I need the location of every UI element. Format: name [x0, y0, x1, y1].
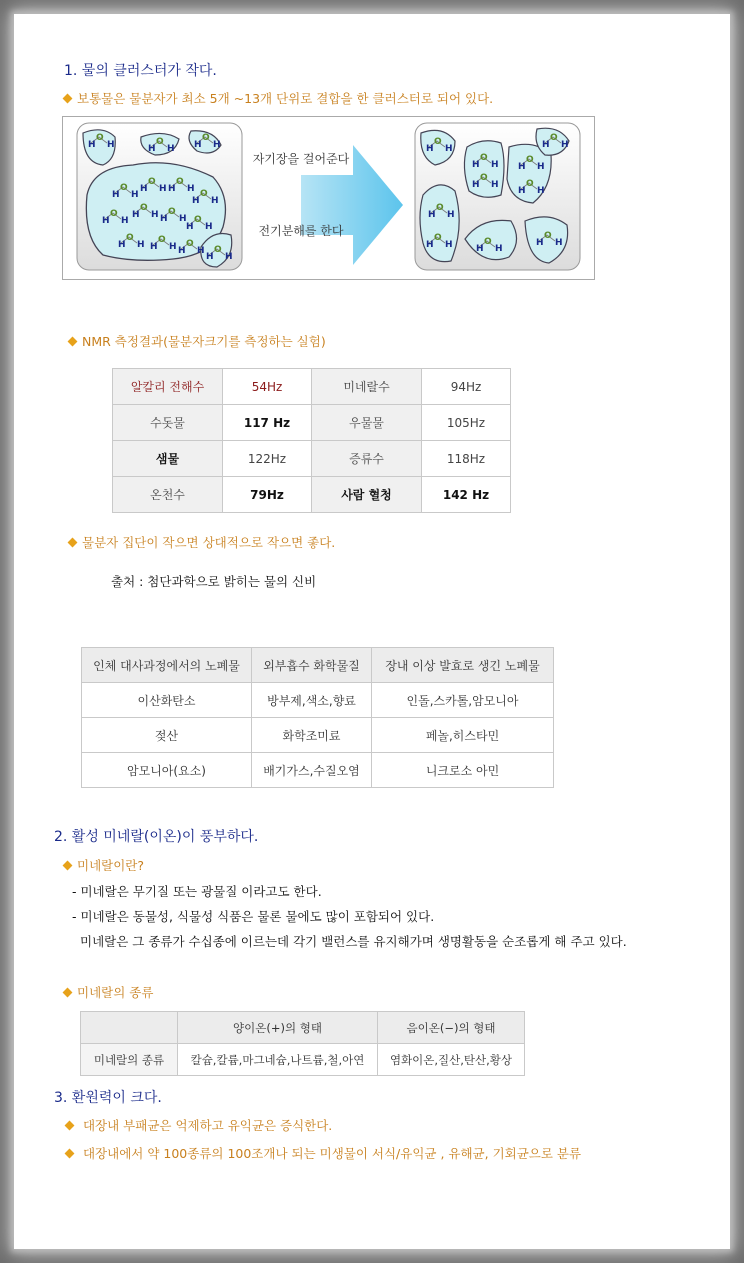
table-header: 외부흡수 화학물질 — [252, 648, 372, 683]
diamond-bullet-icon — [63, 861, 73, 871]
svg-text:H: H — [447, 210, 455, 220]
svg-text:O: O — [194, 215, 202, 225]
svg-text:O: O — [140, 203, 148, 213]
svg-text:O: O — [156, 137, 164, 147]
table-cell: 온천수 — [113, 477, 223, 513]
svg-text:H: H — [495, 244, 503, 254]
cluster-diagram-svg — [63, 117, 594, 279]
svg-text:H: H — [445, 144, 453, 154]
svg-text:O: O — [148, 177, 156, 187]
table-cell: 알칼리 전해수 — [113, 369, 223, 405]
svg-text:H: H — [205, 222, 213, 232]
diamond-bullet-icon — [68, 538, 78, 548]
svg-text:O: O — [434, 137, 442, 147]
table-row — [113, 477, 511, 513]
svg-text:H: H — [140, 184, 148, 194]
table-row — [113, 441, 511, 477]
section1-title: 1. 물의 클러스터가 작다. — [64, 63, 217, 79]
diamond-bullet-icon — [63, 94, 73, 104]
table-cell: 수돗물 — [113, 405, 223, 441]
svg-text:H: H — [197, 246, 205, 256]
table-cell: 117 Hz — [223, 405, 312, 441]
svg-text:O: O — [480, 173, 488, 183]
svg-text:O: O — [550, 133, 558, 143]
svg-text:H: H — [132, 210, 140, 220]
table-cell: 증류수 — [312, 441, 422, 477]
table-cell: 배기가스,수질오염 — [252, 753, 372, 788]
svg-text:H: H — [121, 216, 129, 226]
svg-text:O: O — [110, 209, 118, 219]
table-cell: 젖산 — [82, 718, 252, 753]
waste-table — [81, 647, 554, 788]
section3-bullet-1: 대장내 부패균은 억제하고 유익균은 증식한다. — [66, 1116, 332, 1134]
section2-title: 2. 활성 미네랄(이온)이 풍부하다. — [54, 829, 259, 845]
svg-text:H: H — [536, 238, 544, 248]
svg-text:H: H — [192, 196, 200, 206]
svg-text:H: H — [194, 140, 202, 150]
svg-text:O: O — [436, 203, 444, 213]
table-header: 양이온(+)의 형태 — [178, 1012, 378, 1044]
table-cell: 미네랄의 종류 — [81, 1044, 178, 1076]
table-cell: 인돌,스카톨,암모니아 — [372, 683, 554, 718]
svg-text:H: H — [137, 240, 145, 250]
table-header: 음이온(−)의 형태 — [378, 1012, 525, 1044]
svg-text:H: H — [150, 242, 158, 252]
svg-text:H: H — [491, 180, 499, 190]
table-cell: 샘물 — [113, 441, 223, 477]
table-cell: 화학조미료 — [252, 718, 372, 753]
mineral-types-heading: 미네랄의 종류 — [64, 983, 153, 1001]
svg-text:O: O — [484, 237, 492, 247]
svg-text:H: H — [561, 140, 569, 150]
svg-text:H: H — [160, 214, 168, 224]
mineral-line-1: - 미네랄은 무기질 또는 광물질 이라고도 한다. — [72, 884, 322, 899]
diagram-label-top: 자기장을 걸어준다 — [252, 152, 350, 166]
mineral-line-3: 미네랄은 그 종류가 수십종에 이르는데 각기 밸런스를 유지해가며 생명활동을 순조롭게 해 주고 있다. — [80, 934, 627, 949]
svg-text:H: H — [131, 190, 139, 200]
svg-text:O: O — [200, 189, 208, 199]
svg-text:O: O — [480, 153, 488, 163]
svg-text:H: H — [225, 252, 233, 262]
table-cell: 이산화탄소 — [82, 683, 252, 718]
svg-text:H: H — [112, 190, 120, 200]
svg-text:O: O — [526, 155, 534, 165]
svg-text:H: H — [211, 196, 219, 206]
svg-text:O: O — [168, 207, 176, 217]
table-cell: 암모니아(요소) — [82, 753, 252, 788]
svg-text:H: H — [537, 162, 545, 172]
table-header: 인체 대사과정에서의 노폐물 — [82, 648, 252, 683]
table-cell: 105Hz — [422, 405, 511, 441]
svg-text:H: H — [518, 162, 526, 172]
svg-text:H: H — [179, 214, 187, 224]
svg-text:H: H — [476, 244, 484, 254]
svg-text:H: H — [88, 140, 96, 150]
table-cell: 염화이온,질산,탄산,황상 — [378, 1044, 525, 1076]
table-row — [113, 369, 511, 405]
table-row — [82, 683, 554, 718]
svg-text:H: H — [102, 216, 110, 226]
table-cell: 미네랄수 — [312, 369, 422, 405]
table-row — [81, 1044, 525, 1076]
table-cell: 우물물 — [312, 405, 422, 441]
mineral-types-table — [80, 1011, 525, 1076]
small-cluster — [420, 185, 459, 262]
svg-text:O: O — [186, 239, 194, 249]
diamond-bullet-icon — [65, 1149, 75, 1159]
svg-text:O: O — [544, 231, 552, 241]
svg-text:O: O — [434, 233, 442, 243]
svg-text:H: H — [472, 180, 480, 190]
svg-text:H: H — [491, 160, 499, 170]
diagram-label-bottom: 전기분해를 한다 — [258, 224, 344, 238]
svg-text:H: H — [445, 240, 453, 250]
table-header — [81, 1012, 178, 1044]
table-row — [82, 718, 554, 753]
section3-bullet-2: 대장내에서 약 100종류의 100조개나 되는 미생물이 서식/유익균 , 유해균, 기회균으로 분류 — [66, 1144, 581, 1162]
svg-text:H: H — [472, 160, 480, 170]
section3-title: 3. 환원력이 크다. — [54, 1090, 162, 1106]
cluster-diagram — [62, 116, 595, 280]
table-cell: 142 Hz — [422, 477, 511, 513]
svg-text:H: H — [186, 222, 194, 232]
table-row — [113, 405, 511, 441]
nmr-table — [112, 368, 511, 513]
svg-text:O: O — [120, 183, 128, 193]
table-header: 장내 이상 발효로 생긴 노폐물 — [372, 648, 554, 683]
svg-text:H: H — [426, 240, 434, 250]
svg-text:O: O — [202, 133, 210, 143]
svg-text:H: H — [167, 144, 175, 154]
svg-text:H: H — [169, 242, 177, 252]
table-row — [82, 753, 554, 788]
table-cell: 79Hz — [223, 477, 312, 513]
svg-text:O: O — [526, 179, 534, 189]
svg-text:H: H — [206, 252, 214, 262]
svg-text:H: H — [542, 140, 550, 150]
diamond-bullet-icon — [65, 1121, 75, 1131]
source-text: 출처 : 첨단과학으로 밝히는 물의 신비 — [111, 574, 317, 589]
table-cell: 니크로소 아민 — [372, 753, 554, 788]
table-cell: 사람 혈청 — [312, 477, 422, 513]
svg-text:O: O — [158, 235, 166, 245]
table-cell: 방부제,색소,향료 — [252, 683, 372, 718]
table-cell: 칼슘,칼륨,마그네슘,나트륨,철,아연 — [178, 1044, 378, 1076]
svg-text:H: H — [118, 240, 126, 250]
svg-text:O: O — [176, 177, 184, 187]
table-cell: 페놀,히스타민 — [372, 718, 554, 753]
table-cell: 122Hz — [223, 441, 312, 477]
diamond-bullet-icon — [63, 988, 73, 998]
svg-text:H: H — [213, 140, 221, 150]
svg-text:H: H — [168, 184, 176, 194]
svg-text:H: H — [178, 246, 186, 256]
table-header-row — [82, 648, 554, 683]
table-cell: 118Hz — [422, 441, 511, 477]
mineral-what-heading: 미네랄이란? — [64, 856, 144, 874]
cluster-note: 물분자 집단이 작으면 상대적으로 작으면 좋다. — [69, 533, 335, 551]
mineral-line-2: - 미네랄은 동물성, 식물성 식품은 물론 물에도 많이 포함되어 있다. — [72, 909, 435, 924]
svg-text:H: H — [187, 184, 195, 194]
svg-text:H: H — [151, 210, 159, 220]
table-header-row — [81, 1012, 525, 1044]
svg-text:H: H — [148, 144, 156, 154]
svg-text:H: H — [107, 140, 115, 150]
svg-text:H: H — [159, 184, 167, 194]
svg-text:H: H — [428, 210, 436, 220]
svg-text:H: H — [555, 238, 563, 248]
svg-text:H: H — [518, 186, 526, 196]
diamond-bullet-icon — [68, 337, 78, 347]
svg-text:H: H — [537, 186, 545, 196]
section1-bullet: 보통물은 물분자가 최소 5개 ~13개 단위로 결합을 한 클러스터로 되어 있다. — [64, 89, 493, 107]
table-cell: 94Hz — [422, 369, 511, 405]
nmr-heading: NMR 측정결과(물분자크기를 측정하는 실험) — [69, 332, 326, 350]
svg-text:O: O — [214, 245, 222, 255]
table-cell: 54Hz — [223, 369, 312, 405]
svg-text:O: O — [126, 233, 134, 243]
svg-text:O: O — [96, 133, 104, 143]
document-page — [14, 14, 730, 1249]
svg-text:H: H — [426, 144, 434, 154]
